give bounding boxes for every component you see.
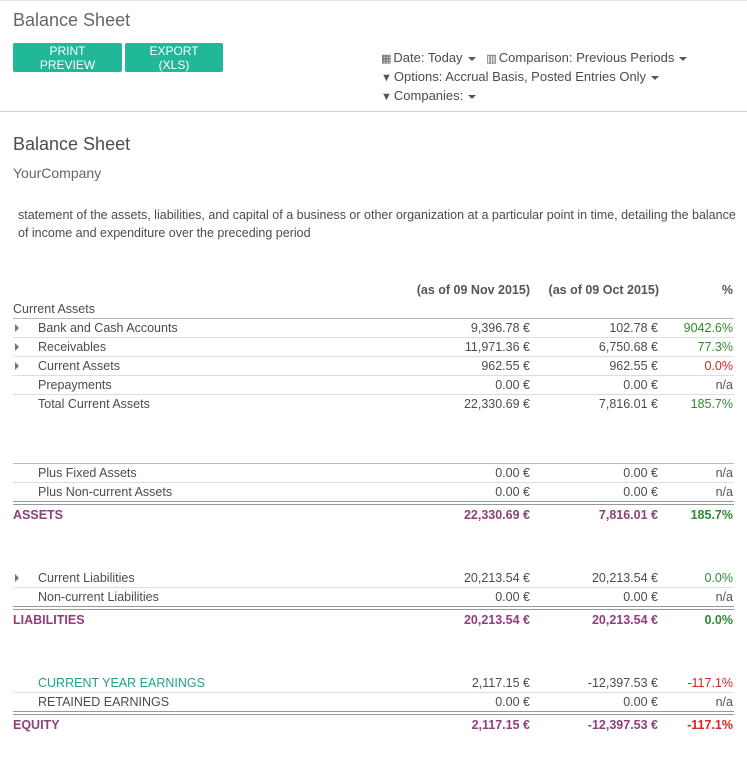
- row-value-previous: 962.55 €: [609, 359, 658, 373]
- double-divider: [13, 711, 734, 715]
- row-value-current: 962.55 €: [481, 359, 530, 373]
- column-header-current: (as of 09 Nov 2015): [416, 283, 530, 297]
- row-value-current: 22,330.69 €: [463, 508, 530, 522]
- row-value-previous: 7,816.01 €: [598, 508, 658, 522]
- filter-icon: ▼: [381, 91, 392, 103]
- filter-icon: ▼: [381, 72, 392, 84]
- row-percent: n/a: [715, 466, 733, 480]
- expand-arrow-icon[interactable]: [15, 343, 19, 351]
- report-description: statement of the assets, liabilities, and capital of a business or other organization at a particular point in time, detailing the balance of income and expenditure over the preceding period: [18, 208, 736, 240]
- divider: [13, 318, 734, 319]
- row-percent: 185.7%: [690, 397, 733, 411]
- row-value-previous: 7,816.01 €: [598, 397, 658, 411]
- date-filter[interactable]: ▦ Date: Today: [381, 50, 476, 65]
- row-value-current: 20,213.54 €: [463, 571, 530, 585]
- calendar-icon: ▦: [381, 53, 392, 65]
- section-heading-current-assets: Current Assets: [13, 302, 95, 316]
- row-label-bank[interactable]: Bank and Cash Accounts: [38, 321, 178, 335]
- companies-filter[interactable]: ▼ Companies:: [381, 88, 476, 103]
- row-label-current-year-earnings[interactable]: CURRENT YEAR EARNINGS: [38, 676, 205, 690]
- row-value-previous: 0.00 €: [623, 590, 658, 604]
- row-value-previous: 102.78 €: [609, 321, 658, 335]
- export-xls-button[interactable]: EXPORT (XLS): [125, 43, 223, 72]
- bar-chart-icon: ▥: [486, 53, 497, 65]
- row-value-previous: 0.00 €: [623, 466, 658, 480]
- row-value-current: 0.00 €: [495, 466, 530, 480]
- caret-down-icon: [679, 57, 687, 61]
- expand-arrow-icon[interactable]: [15, 574, 19, 582]
- options-filter[interactable]: ▼ Options: Accrual Basis, Posted Entries Only: [381, 69, 659, 84]
- row-value-current: 0.00 €: [495, 485, 530, 499]
- expand-arrow-icon[interactable]: [15, 324, 19, 332]
- control-panel: [0, 0, 747, 112]
- row-label-equity: EQUITY: [13, 718, 60, 732]
- caret-down-icon: [468, 57, 476, 61]
- double-divider: [13, 501, 734, 505]
- row-label-liabilities: LIABILITIES: [13, 613, 85, 627]
- row-value-current: 0.00 €: [495, 378, 530, 392]
- filters: [381, 49, 687, 106]
- divider: [13, 463, 734, 464]
- row-percent: 0.0%: [704, 359, 733, 373]
- row-percent: -117.1%: [687, 718, 733, 732]
- row-label-current-liabilities[interactable]: Current Liabilities: [38, 571, 135, 585]
- caret-down-icon: [468, 95, 476, 99]
- row-percent: 9042.6%: [683, 321, 733, 335]
- row-value-previous: -12,397.53 €: [587, 676, 658, 690]
- row-percent: 185.7%: [690, 508, 733, 522]
- comparison-filter[interactable]: ▥ Comparison: Previous Periods: [486, 50, 687, 65]
- divider: [13, 337, 734, 338]
- row-value-previous: -12,397.53 €: [587, 718, 658, 732]
- row-value-previous: 0.00 €: [623, 485, 658, 499]
- row-value-previous: 0.00 €: [623, 378, 658, 392]
- row-percent: n/a: [715, 485, 733, 499]
- divider: [13, 482, 734, 483]
- row-label-current-assets[interactable]: Current Assets: [38, 359, 120, 373]
- column-header-percent: %: [721, 283, 733, 297]
- caret-down-icon: [651, 76, 659, 80]
- double-divider: [13, 606, 734, 610]
- row-value-current: 0.00 €: [495, 590, 530, 604]
- row-label-noncurrent-assets: Plus Non-current Assets: [38, 485, 173, 499]
- row-label-prepayments: Prepayments: [38, 378, 112, 392]
- row-value-previous: 6,750.68 €: [598, 340, 658, 354]
- row-value-previous: 20,213.54 €: [591, 613, 658, 627]
- row-value-current: 20,213.54 €: [463, 613, 530, 627]
- column-header-previous: (as of 09 Oct 2015): [548, 283, 659, 297]
- row-percent: n/a: [715, 695, 733, 709]
- row-label-assets: ASSETS: [13, 508, 64, 522]
- divider: [13, 375, 734, 376]
- row-percent: 0.0%: [704, 613, 733, 627]
- divider: [13, 587, 734, 588]
- row-value-current: 9,396.78 €: [470, 321, 530, 335]
- print-preview-button[interactable]: PRINT PREVIEW: [13, 43, 122, 72]
- row-percent: 77.3%: [697, 340, 733, 354]
- row-label-receivables[interactable]: Receivables: [38, 340, 107, 354]
- row-value-current: 2,117.15 €: [471, 718, 530, 732]
- divider: [13, 692, 734, 693]
- row-value-previous: 0.00 €: [623, 695, 658, 709]
- company-name: YourCompany: [13, 165, 102, 181]
- expand-arrow-icon[interactable]: [15, 362, 19, 370]
- row-label-total-current-assets: Total Current Assets: [38, 397, 150, 411]
- divider: [13, 394, 734, 395]
- report-title: Balance Sheet: [13, 134, 131, 154]
- row-percent: 0.0%: [704, 571, 733, 585]
- row-percent: -117.1%: [687, 676, 733, 690]
- page-title: Balance Sheet: [13, 10, 131, 30]
- row-percent: n/a: [715, 378, 733, 392]
- row-value-current: 11,971.36 €: [464, 340, 530, 354]
- divider: [13, 356, 734, 357]
- row-label-retained-earnings: RETAINED EARNINGS: [38, 695, 170, 709]
- row-value-previous: 20,213.54 €: [591, 571, 658, 585]
- row-label-fixed-assets: Plus Fixed Assets: [38, 466, 137, 480]
- row-label-noncurrent-liabilities: Non-current Liabilities: [38, 590, 159, 604]
- row-percent: n/a: [715, 590, 733, 604]
- row-value-current: 2,117.15 €: [471, 676, 530, 690]
- row-value-current: 0.00 €: [495, 695, 530, 709]
- row-value-current: 22,330.69 €: [463, 397, 530, 411]
